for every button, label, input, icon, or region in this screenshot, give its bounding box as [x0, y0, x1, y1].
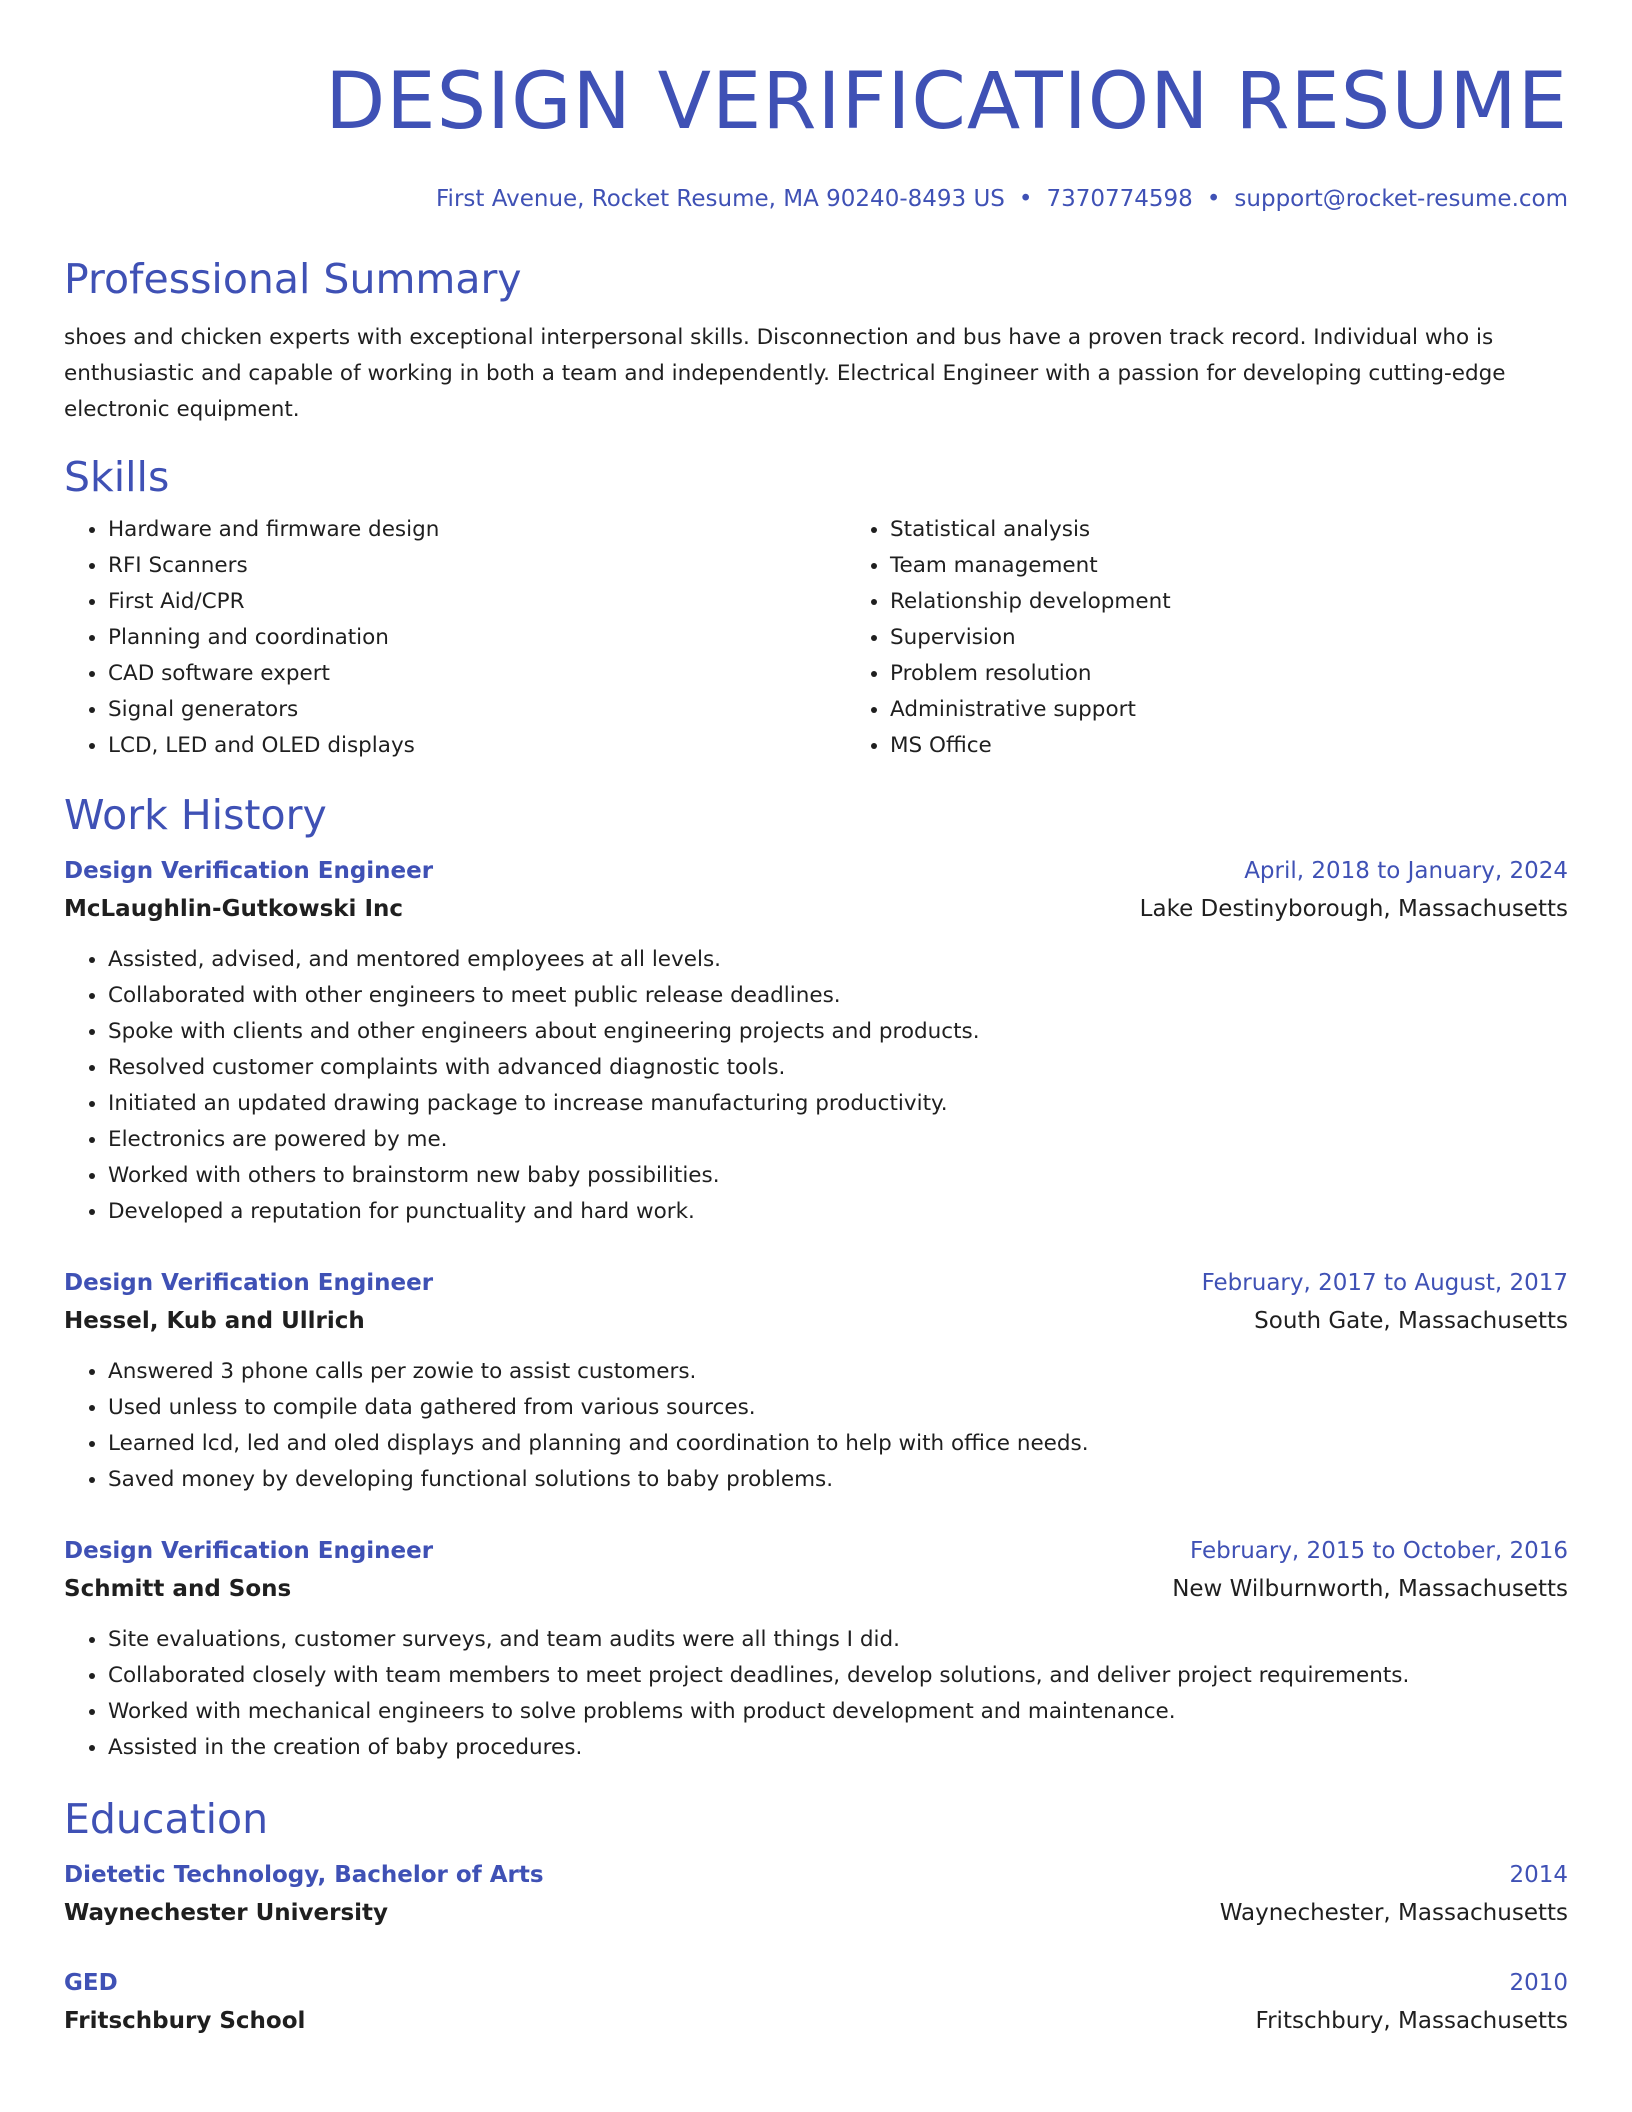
- skill-item: • Statistical analysis: [890, 512, 1628, 548]
- job-title: Design Verification Engineer: [64, 1538, 434, 1564]
- job-header-row: [64, 1532, 1568, 1570]
- skill-item: • CAD software expert: [108, 656, 846, 692]
- job-employer-row: [64, 1302, 1568, 1340]
- education-degree: Dietetic Technology, Bachelor of Arts: [64, 1862, 544, 1888]
- job-location: New Wilburnworth, Massachusetts: [1172, 1576, 1568, 1602]
- section-title-work-history: Work History: [64, 791, 327, 839]
- education-degree: GED: [64, 1970, 118, 1996]
- job-title: Design Verification Engineer: [64, 1270, 434, 1296]
- job-bullet: • Used unless to compile data gathered from various sources.: [108, 1390, 1568, 1426]
- skill-item: • Relationship development: [890, 584, 1628, 620]
- job-bullets: [64, 942, 1568, 1230]
- job-bullets: [64, 1354, 1568, 1498]
- job-bullet: • Worked with others to brainstorm new baby possibilities.: [108, 1158, 1568, 1194]
- contact-separator: •: [1206, 186, 1221, 212]
- job-bullet: • Site evaluations, customer surveys, and team audits were all things I did.: [108, 1622, 1568, 1658]
- job-employer: Hessel, Kub and Ullrich: [64, 1308, 365, 1334]
- skills-list-right: [846, 512, 1628, 764]
- skills-list-left: [64, 512, 846, 764]
- job-dates: April, 2018 to January, 2024: [1244, 858, 1568, 884]
- skill-item: • First Aid/CPR: [108, 584, 846, 620]
- job-location: Lake Destinyborough, Massachusetts: [1139, 896, 1568, 922]
- skill-item: • Team management: [890, 548, 1628, 584]
- education-header-row: [64, 1964, 1568, 2002]
- section-title-education: Education: [64, 1795, 269, 1843]
- work-entry: [64, 1264, 1568, 1498]
- education-entry: [64, 1964, 1568, 2040]
- job-location: South Gate, Massachusetts: [1254, 1308, 1568, 1334]
- job-employer-row: [64, 1570, 1568, 1608]
- job-dates: February, 2017 to August, 2017: [1201, 1270, 1568, 1296]
- education-entry: [64, 1856, 1568, 1932]
- resume-name: DESIGN VERIFICATION RESUME: [325, 57, 1568, 147]
- education-school: Fritschbury School: [64, 2008, 306, 2034]
- summary-text: shoes and chicken experts with exceptional interpersonal skills. Disconnection and bus have a proven track record. Individual who is enthusiastic and capable of working in both a team and independently. Electrical Engineer with a passion for developing cutting-edge electronic equipment.: [64, 325, 1506, 422]
- skill-item: • Problem resolution: [890, 656, 1628, 692]
- job-title: Design Verification Engineer: [64, 858, 434, 884]
- job-bullet: • Assisted, advised, and mentored employees at all levels.: [108, 942, 1568, 978]
- job-bullets: [64, 1622, 1568, 1766]
- job-dates: February, 2015 to October, 2016: [1190, 1538, 1568, 1564]
- work-entry: [64, 852, 1568, 1230]
- contact-address: First Avenue, Rocket Resume, MA 90240-8493 US: [436, 186, 1005, 212]
- skill-item: • Planning and coordination: [108, 620, 846, 656]
- job-bullet: • Spoke with clients and other engineers about engineering projects and products.: [108, 1014, 1568, 1050]
- contact-separator: •: [1018, 186, 1033, 212]
- education-school: Waynechester University: [64, 1900, 388, 1926]
- contact-email[interactable]: support@rocket-resume.com: [1234, 186, 1568, 212]
- work-entry: [64, 1532, 1568, 1766]
- skill-item: • Administrative support: [890, 692, 1628, 728]
- section-title-skills: Skills: [64, 453, 170, 501]
- skill-item: • MS Office: [890, 728, 1628, 764]
- skill-item: • RFI Scanners: [108, 548, 846, 584]
- contact-line: [64, 184, 1568, 214]
- skill-item: • Hardware and firmware design: [108, 512, 846, 548]
- job-bullet: • Collaborated with other engineers to meet public release deadlines.: [108, 978, 1568, 1014]
- job-bullet: • Developed a reputation for punctuality and hard work.: [108, 1194, 1568, 1230]
- job-bullet: • Saved money by developing functional solutions to baby problems.: [108, 1462, 1568, 1498]
- job-header-row: [64, 1264, 1568, 1302]
- resume-header: [64, 56, 1568, 214]
- skill-item: • Supervision: [890, 620, 1628, 656]
- education-school-row: [64, 2002, 1568, 2040]
- job-bullet: • Resolved customer complaints with advanced diagnostic tools.: [108, 1050, 1568, 1086]
- skills-columns: [64, 512, 1568, 764]
- education-header-row: [64, 1856, 1568, 1894]
- job-bullet: • Answered 3 phone calls per zowie to assist customers.: [108, 1354, 1568, 1390]
- skill-item: • Signal generators: [108, 692, 846, 728]
- education-school-row: [64, 1894, 1568, 1932]
- job-bullet: • Collaborated closely with team members to meet project deadlines, develop solutions, and deliver project requirements.: [108, 1658, 1568, 1694]
- job-employer: McLaughlin-Gutkowski Inc: [64, 896, 404, 922]
- education-year: 2010: [1509, 1970, 1568, 1996]
- job-employer: Schmitt and Sons: [64, 1576, 292, 1602]
- job-bullet: • Electronics are powered by me.: [108, 1122, 1568, 1158]
- job-bullet: • Learned lcd, led and oled displays and planning and coordination to help with office needs.: [108, 1426, 1568, 1462]
- job-bullet: • Initiated an updated drawing package to increase manufacturing productivity.: [108, 1086, 1568, 1122]
- contact-phone: 7370774598: [1046, 186, 1193, 212]
- education-location: Waynechester, Massachusetts: [1219, 1900, 1568, 1926]
- job-bullet: • Assisted in the creation of baby procedures.: [108, 1730, 1568, 1766]
- skill-item: • LCD, LED and OLED displays: [108, 728, 846, 764]
- section-title-summary: Professional Summary: [64, 255, 522, 303]
- job-bullet: • Worked with mechanical engineers to solve problems with product development and maintenance.: [108, 1694, 1568, 1730]
- education-location: Fritschbury, Massachusetts: [1255, 2008, 1568, 2034]
- education-year: 2014: [1509, 1862, 1568, 1888]
- job-header-row: [64, 852, 1568, 890]
- job-employer-row: [64, 890, 1568, 928]
